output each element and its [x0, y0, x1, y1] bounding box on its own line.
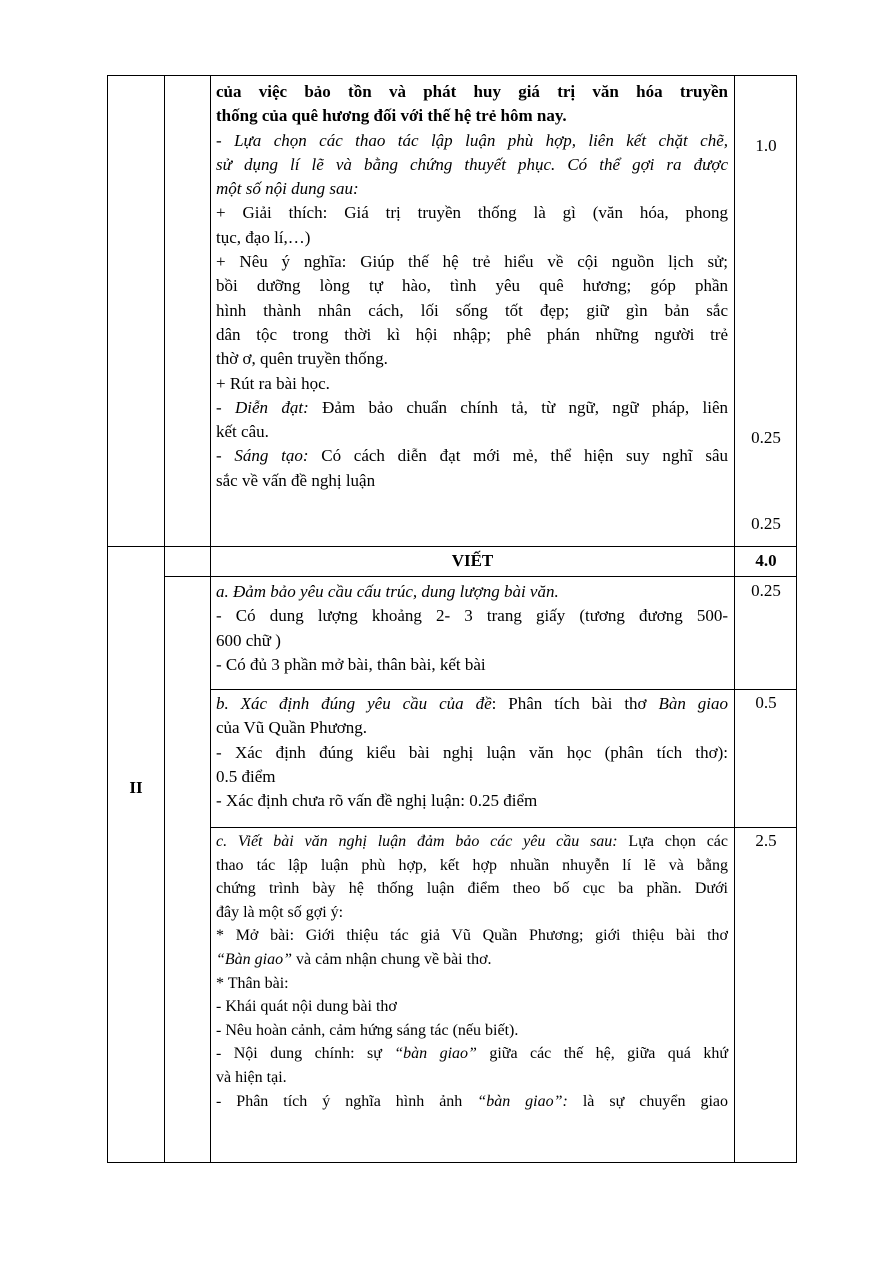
- row-divider: [107, 546, 797, 547]
- quote: “bàn giao”:: [477, 1092, 568, 1110]
- section1-content: [216, 80, 728, 493]
- criterion-c-line: và hiện tại.: [216, 1068, 287, 1086]
- row-divider: [210, 827, 797, 828]
- criterion-b: [216, 692, 728, 813]
- quote: “Bàn giao”: [216, 950, 293, 968]
- criterion-c-text: là sự chuyển giao: [567, 1092, 728, 1110]
- criterion-c-text: và cảm nhận chung về bài thơ.: [292, 950, 492, 968]
- section-title-score: 4.0: [755, 551, 777, 570]
- meaning-line: bồi dưỡng lòng tự hào, tình yêu quê hương; góp phần: [216, 276, 728, 296]
- criterion-c-text: giữa các thế hệ, giữa quá khứ: [476, 1045, 728, 1063]
- criterion-c-line: chứng trình bày hệ thống luận điểm theo bố cục ba phần. Dưới: [216, 880, 728, 898]
- criterion-b-line: - Xác định chưa rõ vấn đề nghị luận: 0.25 điểm: [216, 791, 538, 811]
- criterion-c-text: - Phân tích ý nghĩa hình ảnh: [216, 1092, 478, 1110]
- criterion-c-line: thao tác lập luận phù hợp, kết hợp nhuần nhuyễn lí lẽ và bằng: [216, 856, 728, 874]
- creativity-label: - Sáng tạo:: [216, 446, 309, 466]
- criterion-c-line: * Mở bài: Giới thiệu tác giả Vũ Quần Phương; giới thiệu bài thơ: [216, 927, 728, 945]
- intro-line: một số nội dung sau:: [216, 179, 359, 199]
- criterion-c-title: [216, 830, 728, 854]
- expression-text: Đảm bảo chuẩn chính tả, từ ngữ, ngữ pháp, liên: [308, 397, 728, 417]
- table-border-col3: [210, 75, 211, 1163]
- meaning-line: thờ ơ, quên truyền thống.: [216, 349, 388, 369]
- score-cell: 0.25: [751, 514, 781, 533]
- criterion-b-text: : Phân tích bài thơ: [491, 694, 659, 713]
- explain-line: tục, đạo lí,…): [216, 227, 311, 247]
- criterion-b-title: [216, 692, 728, 716]
- lesson-line: + Rút ra bài học.: [216, 373, 330, 393]
- criterion-b-line: - Xác định đúng kiểu bài nghị luận văn học (phân tích thơ):: [216, 742, 728, 762]
- table-border-col4: [734, 75, 735, 1163]
- intro-line: sử dụng lí lẽ và bằng chứng thuyết phục. Có thể gợi ra được: [216, 154, 728, 174]
- criterion-c-label: c. Viết bài văn nghị luận đảm bảo các yêu cầu sau:: [216, 833, 618, 850]
- table-border-bottom: [107, 1162, 797, 1163]
- criterion-b-label: b. Xác định đúng yêu cầu của đề: [216, 694, 492, 713]
- meaning-line: + Nêu ý nghĩa: Giúp thế hệ trẻ hiểu về cội nguồn lịch sử;: [216, 252, 728, 272]
- poem-title: Bàn giao: [658, 694, 729, 713]
- expression-line: [216, 396, 728, 420]
- expression-line: kết câu.: [216, 422, 269, 442]
- criterion-c-line: [216, 1090, 728, 1114]
- criterion-a-line: - Có dung lượng khoảng 2- 3 trang giấy (tương đương 500-: [216, 606, 728, 626]
- part-label: II: [129, 778, 143, 797]
- score-cell: 0.5: [755, 693, 777, 712]
- score-cell: 2.5: [755, 831, 777, 850]
- criterion-c-line: [216, 1042, 728, 1066]
- criterion-c-line: đây là một số gợi ý:: [216, 903, 344, 921]
- criterion-c-line: - Khái quát nội dung bài thơ: [216, 998, 397, 1016]
- criterion-c-line: - Nêu hoàn cảnh, cảm hứng sáng tác (nếu biết).: [216, 1021, 519, 1039]
- criterion-a: [216, 580, 728, 677]
- score-cell: 1.0: [755, 136, 777, 155]
- quote: “bàn giao”: [394, 1045, 477, 1063]
- meaning-line: hình thành nhân cách, lối sống tốt đẹp; giữ gìn bản sắc: [216, 300, 728, 320]
- criterion-a-line: - Có đủ 3 phần mở bài, thân bài, kết bài: [216, 654, 486, 674]
- creativity-line: sắc về vấn đề nghị luận: [216, 470, 376, 490]
- criterion-a-line: 600 chữ ): [216, 630, 281, 650]
- section-title: VIẾT: [451, 551, 494, 570]
- criterion-c-line: [216, 948, 728, 972]
- row-divider: [164, 576, 797, 577]
- table-border-right: [796, 75, 797, 1163]
- score-cell: 0.25: [751, 428, 781, 447]
- score-cell: 0.25: [751, 581, 781, 600]
- table-border-top: [107, 75, 797, 76]
- creativity-text: Có cách diễn đạt mới mẻ, thể hiện suy nghĩ sâu: [308, 446, 728, 466]
- heading-line: thống của quê hương đối với thế hệ trẻ hôm nay.: [216, 106, 567, 126]
- explain-line: + Giải thích: Giá trị truyền thống là gì (văn hóa, phong: [216, 203, 728, 223]
- expression-label: - Diễn đạt:: [216, 397, 309, 417]
- criterion-b-line: của Vũ Quần Phương.: [216, 718, 368, 738]
- criterion-c-text: - Nội dung chính: sự: [216, 1045, 395, 1063]
- intro-line: - Lựa chọn các thao tác lập luận phù hợp, liên kết chặt chẽ,: [216, 130, 728, 150]
- criterion-c-text: Lựa chọn các: [617, 833, 729, 850]
- meaning-line: dân tộc trong thời kì hội nhập; phê phán những người trẻ: [216, 324, 728, 344]
- table-border-left: [107, 75, 108, 1163]
- criterion-c-line: * Thân bài:: [216, 974, 289, 992]
- criterion-b-line: 0.5 điểm: [216, 766, 276, 786]
- table-border-col2: [164, 75, 165, 1163]
- heading-line: của việc bảo tồn và phát huy giá trị văn hóa truyền: [216, 82, 728, 101]
- criterion-a-title: a. Đảm bảo yêu cầu cấu trúc, dung lượng bài văn.: [216, 582, 559, 601]
- creativity-line: [216, 444, 728, 468]
- criterion-c: [216, 830, 728, 1113]
- row-divider: [210, 689, 797, 690]
